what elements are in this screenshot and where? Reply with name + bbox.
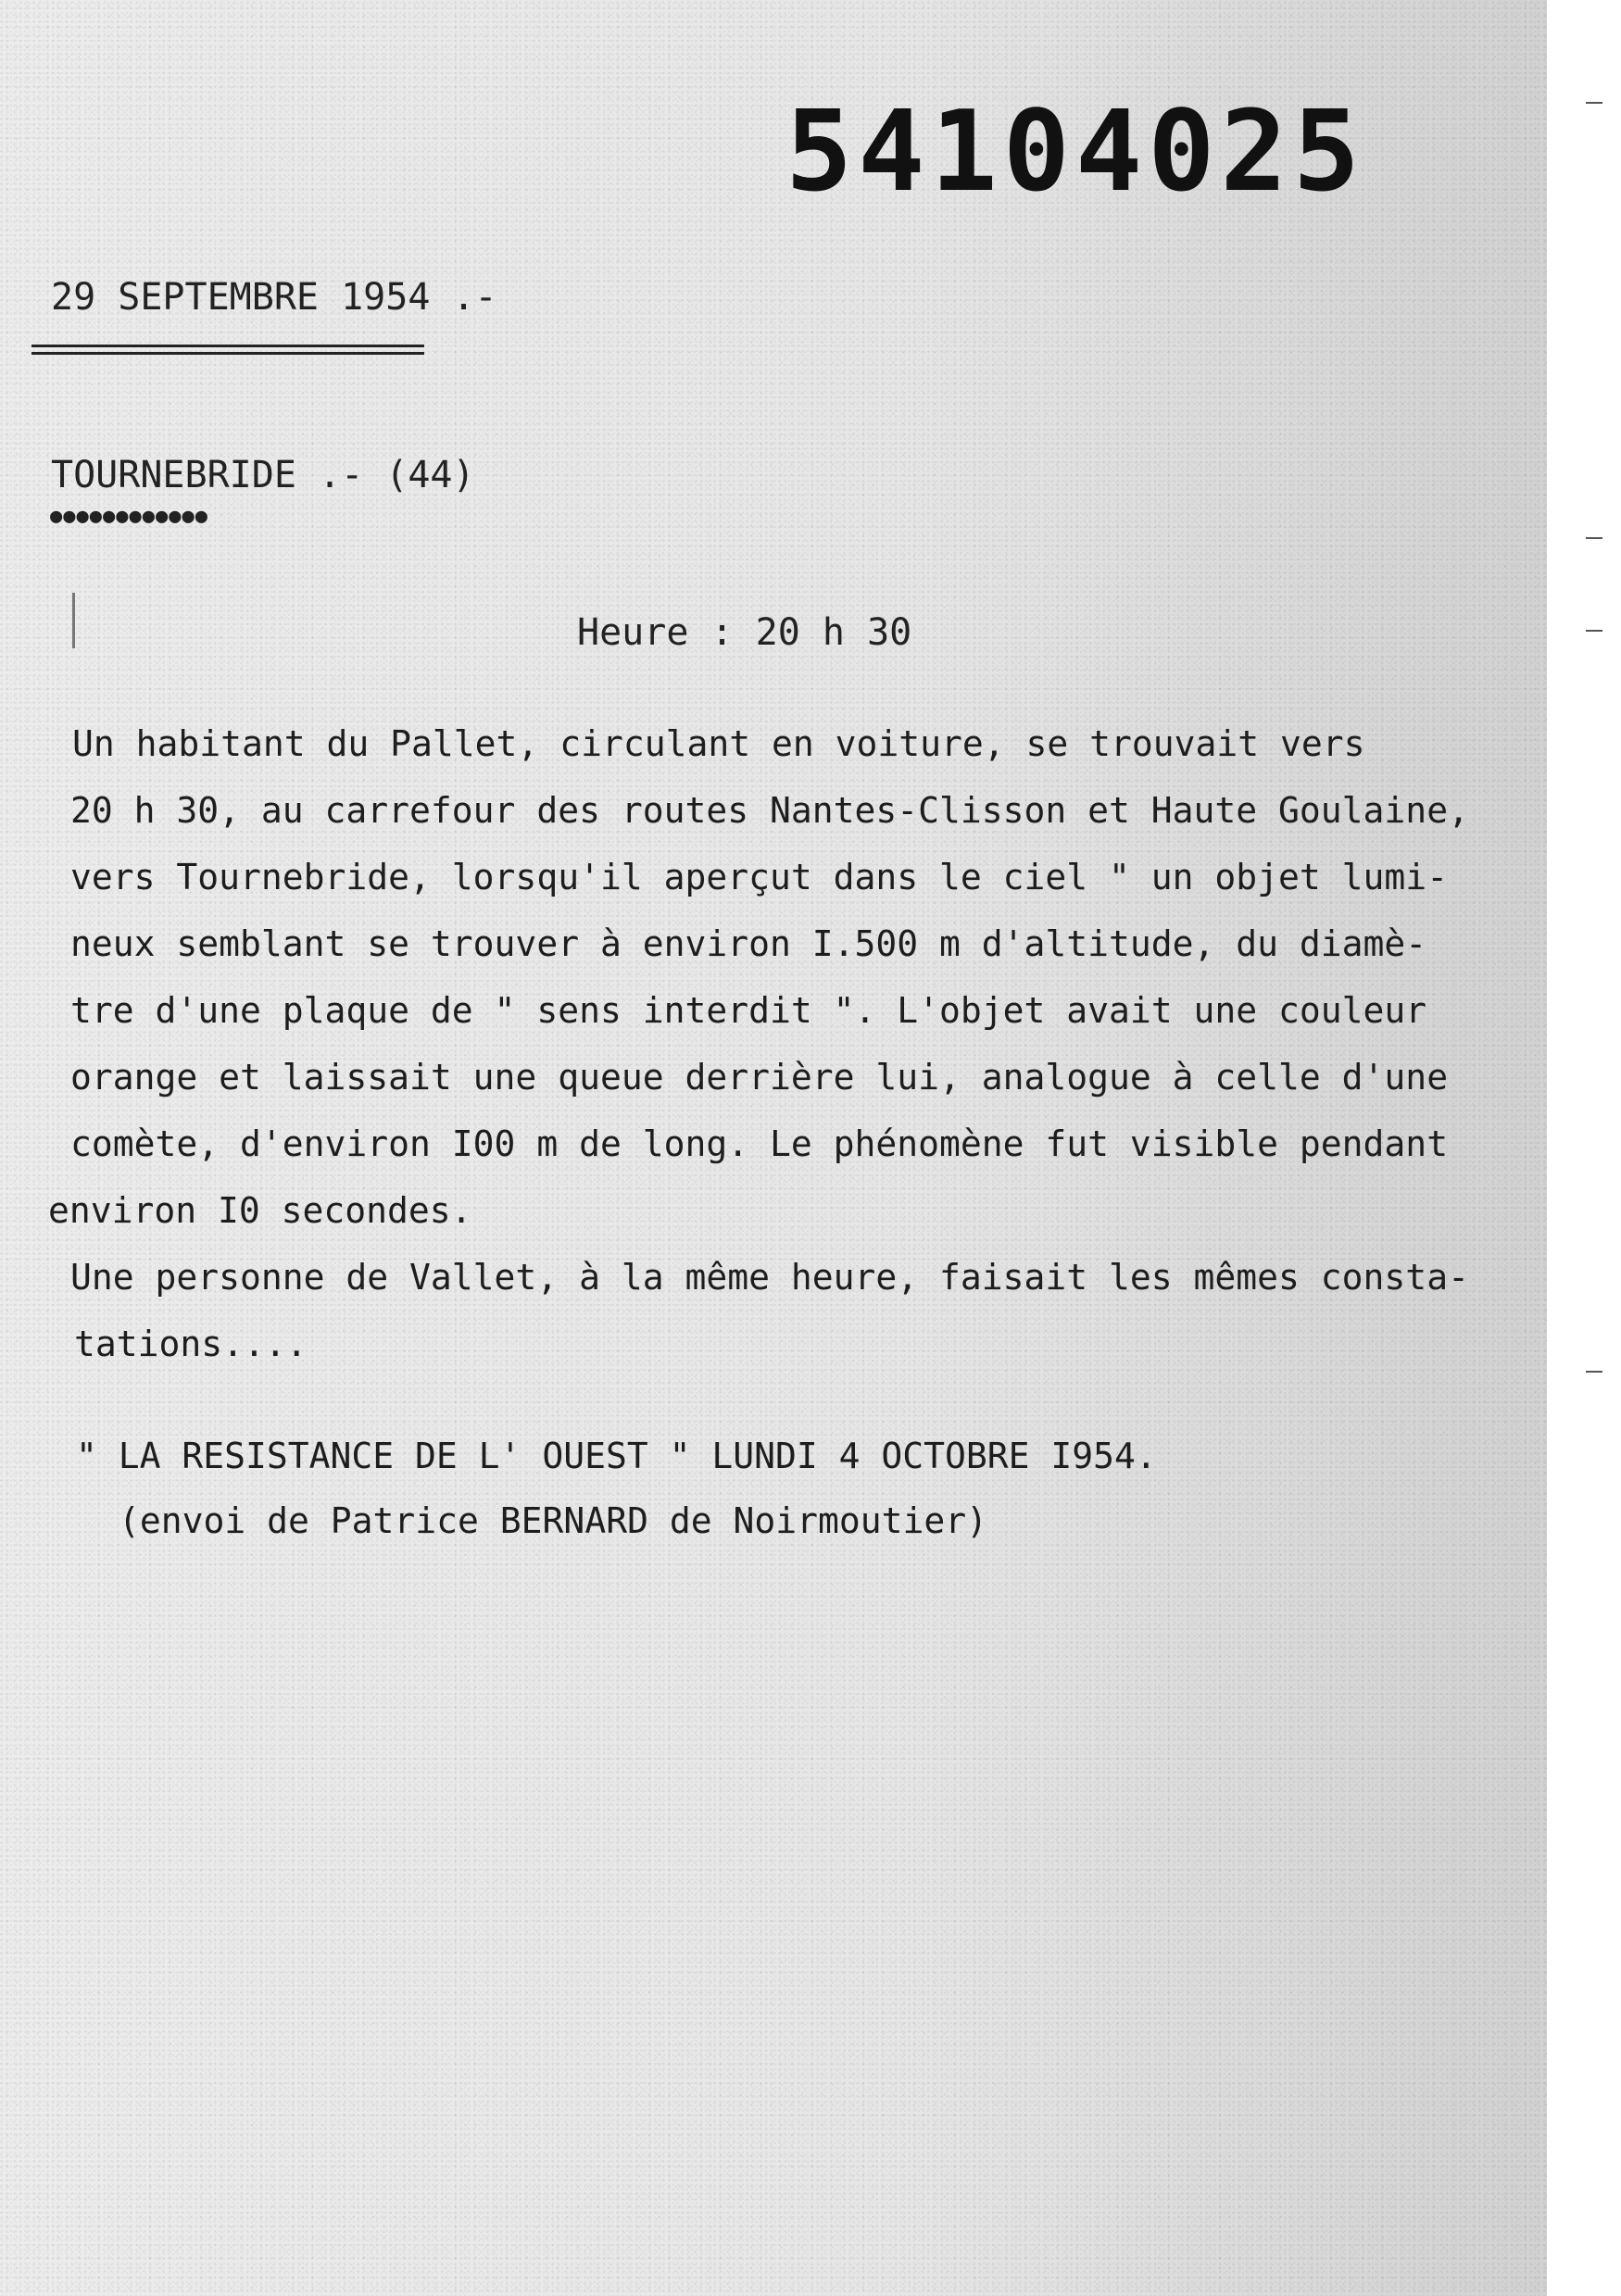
date-underline — [31, 352, 424, 355]
body-line: vers Tournebride, lorsqu'il aperçut dans le ciel " un objet lumi- — [70, 857, 1449, 897]
body-line: tations.... — [74, 1324, 308, 1364]
time-line: Heure : 20 h 30 — [577, 611, 912, 654]
document-number: 54104025 — [785, 88, 1365, 217]
body-line: 20 h 30, au carrefour des routes Nantes-Clisson et Haute Goulaine, — [70, 790, 1469, 831]
scan-tick-mark — [1586, 630, 1602, 632]
source-citation: " LA RESISTANCE DE L' OUEST " LUNDI 4 OCTOBRE I954. — [76, 1436, 1157, 1476]
body-line: Un habitant du Pallet, circulant en voiture, se trouvait vers — [72, 723, 1365, 764]
scan-tick-mark — [1586, 102, 1602, 104]
body-line: Une personne de Vallet, à la même heure, faisait les mêmes consta- — [70, 1257, 1469, 1298]
source-note: (envoi de Patrice BERNARD de Noirmoutier) — [119, 1500, 987, 1541]
report-date: 29 SEPTEMBRE 1954 .- — [51, 276, 497, 319]
dotted-rule: ●●●●●●●●●●●● — [50, 505, 208, 528]
date-underline — [31, 345, 424, 347]
scan-tick-mark — [1586, 537, 1602, 539]
body-line: tre d'une plaque de " sens interdit ". L'objet avait une couleur — [70, 990, 1427, 1031]
body-line: neux semblant se trouver à environ I.500 m d'altitude, du diamè- — [70, 923, 1427, 964]
body-line: environ I0 secondes. — [48, 1190, 472, 1231]
scan-artifact-mark — [72, 593, 75, 648]
scan-tick-mark — [1586, 1371, 1602, 1373]
body-line: comète, d'environ I00 m de long. Le phénomène fut visible pendant — [70, 1123, 1449, 1164]
body-line: orange et laissait une queue derrière lui, analogue à celle d'une — [70, 1057, 1449, 1098]
scan-margin — [1547, 0, 1621, 2296]
location-heading: TOURNEBRIDE .- (44) — [51, 454, 475, 496]
